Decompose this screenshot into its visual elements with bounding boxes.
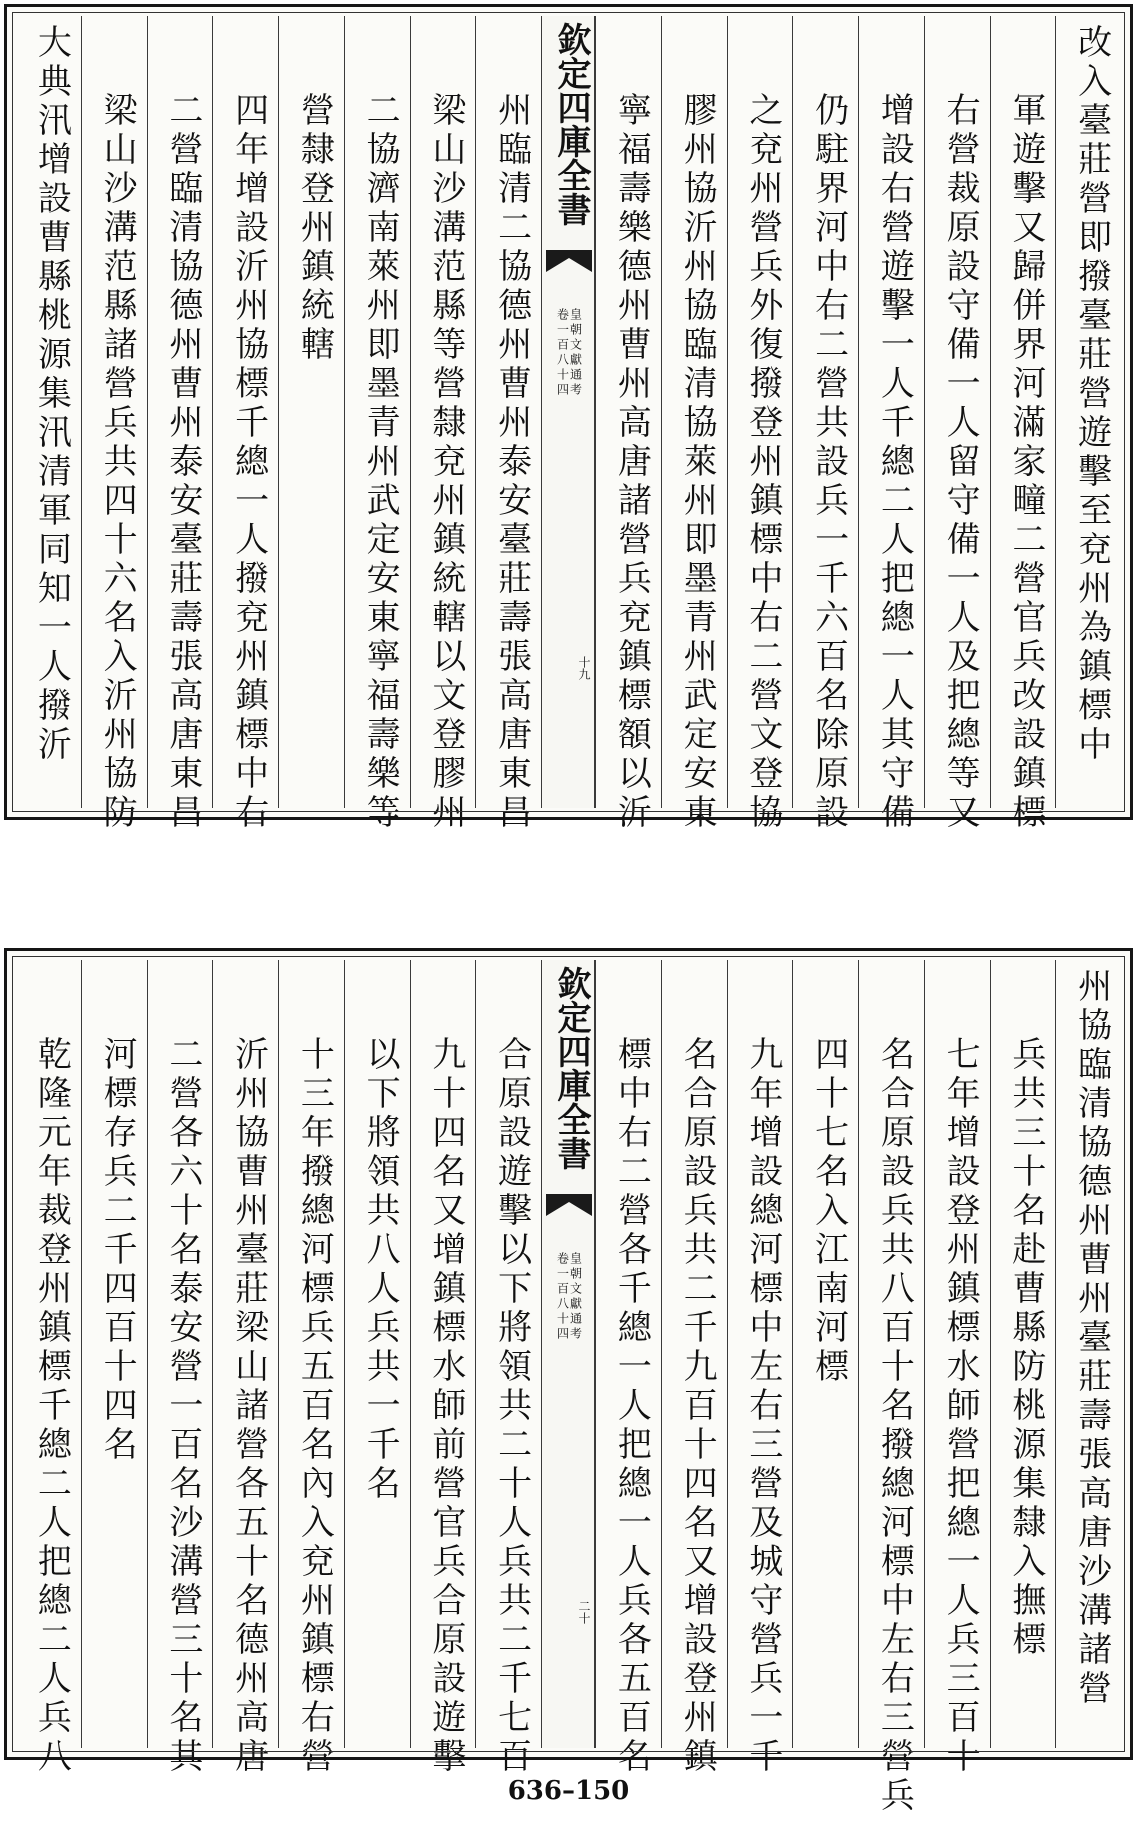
page-upper <box>4 4 1133 833</box>
column-text: 四年增設沂州協標千總一人撥兗州鎮標中右 <box>228 92 269 833</box>
column-text: 州協臨清協德州曹州臺莊壽張高唐沙溝諸營 <box>1071 968 1112 1709</box>
text-column <box>147 960 213 1777</box>
column-text: 二營各六十名泰安營一百名沙溝營三十名其 <box>162 1036 203 1777</box>
column-text: 七年增設登州鎮標水師營把總一人兵三百十 <box>940 1036 981 1777</box>
text-column <box>212 16 278 833</box>
column-text: 九年增設總河標中左右三營及城守營兵一千 <box>742 1036 783 1777</box>
column-text: 十三年撥總河標兵五百名內入兗州鎮標右營 <box>294 1036 335 1777</box>
text-column <box>595 16 661 833</box>
book-title: 欽定四庫全書 <box>551 966 591 1170</box>
column-text: 名合原設兵共八百十名撥總河標中左右三營兵 <box>874 1036 915 1816</box>
text-column <box>212 960 278 1777</box>
text-column <box>661 16 727 833</box>
column-text: 州臨清二協德州曹州泰安臺莊壽張高唐東昌 <box>491 92 532 833</box>
text-column <box>81 960 147 1748</box>
leaf-number: 十九 <box>577 656 591 680</box>
column-text: 軍遊擊又歸併界河滿家疃二營官兵改設鎮標 <box>1005 92 1046 833</box>
column-text: 寧福壽樂德州曹州高唐諸營兵兗鎮標額以沂 <box>611 92 652 833</box>
center-volume: 卷一百八十四 <box>555 1252 570 1342</box>
text-column <box>990 16 1056 833</box>
text-column <box>16 16 81 808</box>
volume-info <box>548 308 590 498</box>
column-text: 營隸登州鎮統轄 <box>294 92 335 365</box>
center-book-name: 皇朝文獻通考 <box>568 1252 583 1342</box>
text-column <box>727 16 793 833</box>
text-column <box>81 16 147 833</box>
text-column <box>410 16 476 833</box>
column-text: 大典汛增設曹縣桃源集汛清軍同知一人撥沂 <box>31 24 72 765</box>
text-column <box>727 960 793 1777</box>
text-column <box>924 16 990 833</box>
text-column <box>924 960 990 1777</box>
text-column <box>278 16 344 808</box>
column-text: 河標存兵二千四百十四名 <box>97 1036 138 1465</box>
column-text: 增設右營遊擊一人千總二人把總一人其守備 <box>874 92 915 833</box>
text-column <box>410 960 476 1777</box>
column-text: 仍駐界河中右二營共設兵一千六百名除原設 <box>808 92 849 833</box>
column-text: 改入臺莊營即撥臺莊營遊擊至兗州為鎮標中 <box>1071 24 1112 765</box>
book-title: 欽定四庫全書 <box>551 22 591 226</box>
text-column <box>147 16 213 833</box>
column-text: 之兗州營兵外復撥登州鎮標中右二營文登協 <box>742 92 783 833</box>
column-text: 沂州協曹州臺莊梁山諸營各五十名德州高唐 <box>228 1036 269 1777</box>
column-text: 九十四名又增鎮標水師前營官兵合原設遊擊 <box>425 1036 466 1777</box>
page-columns <box>16 16 1121 833</box>
text-column <box>475 960 541 1777</box>
text-column <box>661 960 727 1777</box>
text-column <box>344 960 410 1748</box>
center-fold <box>541 16 595 808</box>
text-column <box>595 960 661 1777</box>
fish-tail-mark <box>546 250 592 272</box>
volume-info <box>548 1252 590 1442</box>
text-column <box>990 960 1056 1748</box>
text-column <box>475 16 541 833</box>
text-column <box>344 16 410 833</box>
text-column <box>858 960 924 1816</box>
text-column <box>858 16 924 833</box>
center-book-name: 皇朝文獻通考 <box>568 308 583 398</box>
text-column <box>278 960 344 1777</box>
column-text: 兵共三十名赴曹縣防桃源集隸入撫標 <box>1005 1036 1046 1660</box>
fish-tail-mark <box>546 1194 592 1216</box>
column-text: 合原設遊擊以下將領共二十人兵共二千七百 <box>491 1036 532 1777</box>
text-column <box>1055 960 1121 1748</box>
column-text: 右營裁原設守備一人留守備一人及把總等又 <box>940 92 981 833</box>
column-text: 標中右二營各千總一人把總一人兵各五百名 <box>611 1036 652 1777</box>
column-text: 以下將領共八人兵共一千名 <box>360 1036 401 1504</box>
center-fold <box>541 960 595 1748</box>
leaf-number: 二十 <box>577 1600 591 1624</box>
column-text: 四十七名入江南河標 <box>808 1036 849 1387</box>
column-text: 膠州協沂州協臨清協萊州即墨青州武定安東 <box>677 92 718 833</box>
column-text: 二協濟南萊州即墨青州武定安東寧福壽樂等 <box>360 92 401 833</box>
center-volume: 卷一百八十四 <box>555 308 570 398</box>
text-column <box>792 16 858 833</box>
column-text: 梁山沙溝范縣諸營兵共四十六名入沂州協防 <box>97 92 138 833</box>
text-column <box>792 960 858 1748</box>
column-text: 名合原設兵共二千九百十四名又增設登州鎮 <box>677 1036 718 1777</box>
column-text: 梁山沙溝范縣等營隸兗州鎮統轄以文登膠州 <box>425 92 466 833</box>
text-column <box>16 960 81 1777</box>
column-text: 乾隆元年裁登州鎮標千總二人把總二人兵八 <box>31 1036 72 1777</box>
page-footer-number: 636–150 <box>507 1776 630 1806</box>
column-text: 二營臨清協德州曹州泰安臺莊壽張高唐東昌 <box>162 92 203 833</box>
text-column <box>1055 16 1121 808</box>
